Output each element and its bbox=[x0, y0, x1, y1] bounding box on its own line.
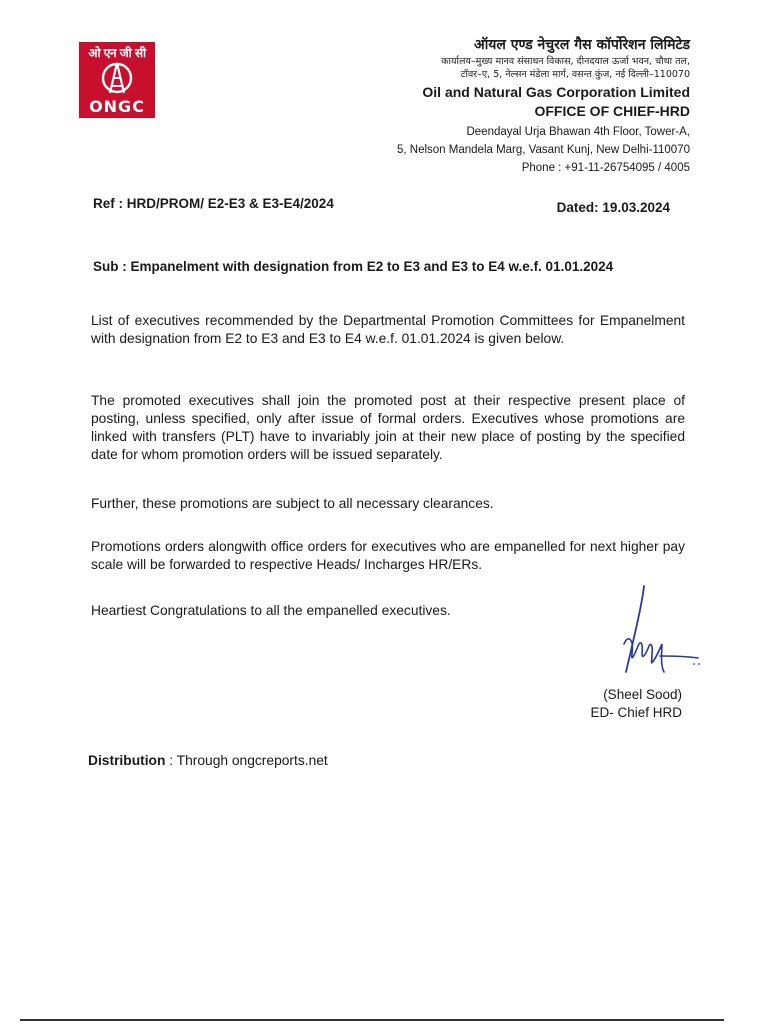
phone-number: Phone : +91-11-26754095 / 4005 bbox=[521, 162, 690, 174]
oil-rig-emblem-icon bbox=[97, 60, 137, 96]
distribution-line bbox=[88, 753, 328, 768]
body-paragraph-3: Further, these promotions are subject to all necessary clearances. bbox=[91, 496, 494, 511]
signatory-name: (Sheel Sood) bbox=[603, 687, 682, 702]
ongc-logo bbox=[79, 42, 155, 118]
company-name-hindi: ऑयल एण्ड नेचुरल गैस कॉर्पोरेशन लिमिटेड bbox=[473, 37, 690, 53]
address-line-2: 5, Nelson Mandela Marg, Vasant Kunj, New Delhi-110070 bbox=[397, 144, 690, 156]
body-paragraph-1: List of executives recommended by the Departmental Promotion Committees for Empanelment with designation from E2 to E3 and E3 to E4 w.e.f. 01.01.2024 is given below. bbox=[91, 313, 685, 346]
logo-english-text: ONGC bbox=[89, 97, 145, 116]
company-name: Oil and Natural Gas Corporation Limited bbox=[422, 84, 690, 100]
page-bottom-rule bbox=[20, 1019, 724, 1021]
reference-number: Ref : HRD/PROM/ E2-E3 & E3-E4/2024 bbox=[93, 196, 334, 211]
signatory-title: ED- Chief HRD bbox=[590, 705, 682, 720]
body-paragraph-5: Heartiest Congratulations to all the empanelled executives. bbox=[91, 603, 451, 618]
letter-date: Dated: 19.03.2024 bbox=[556, 200, 670, 215]
address-line-1: Deendayal Urja Bhawan 4th Floor, Tower-A, bbox=[466, 126, 690, 138]
address-hindi-line-2: टॉवर–ए, 5, नेल्सन मंडेला मार्ग, वसन्त कुंज, नई दिल्ली–110070 bbox=[460, 69, 690, 80]
subject-line: Sub : Empanelment with designation from E2 to E3 and E3 to E4 w.e.f. 01.01.2024 bbox=[93, 259, 614, 274]
body-paragraph-2: The promoted executives shall join the promoted post at their respective present place of posting, unless specified, only after issue of formal orders. Executives whose promotions are linked with transfers (PLT) have to invariably join at their new place of posting by the specified date for whom promotion orders will be issued separately. bbox=[91, 393, 685, 462]
address-hindi-line-1: कार्यालय–मुख्य मानव संसाधन विकास, दीनदयाल ऊर्जा भवन, चौथा तल, bbox=[441, 56, 690, 67]
distribution-label: Distribution bbox=[88, 753, 166, 768]
body-paragraph-4: Promotions orders alongwith office orders for executives who are empanelled for next higher pay scale will be forwarded to respective Heads/ Incharges HR/ERs. bbox=[91, 539, 685, 572]
office-name: OFFICE OF CHIEF-HRD bbox=[534, 103, 690, 119]
handwritten-signature bbox=[616, 584, 706, 679]
logo-hindi-text: ओ एन जी सी bbox=[88, 46, 146, 60]
distribution-text: : Through ongcreports.net bbox=[165, 753, 328, 768]
letterhead bbox=[397, 36, 690, 177]
